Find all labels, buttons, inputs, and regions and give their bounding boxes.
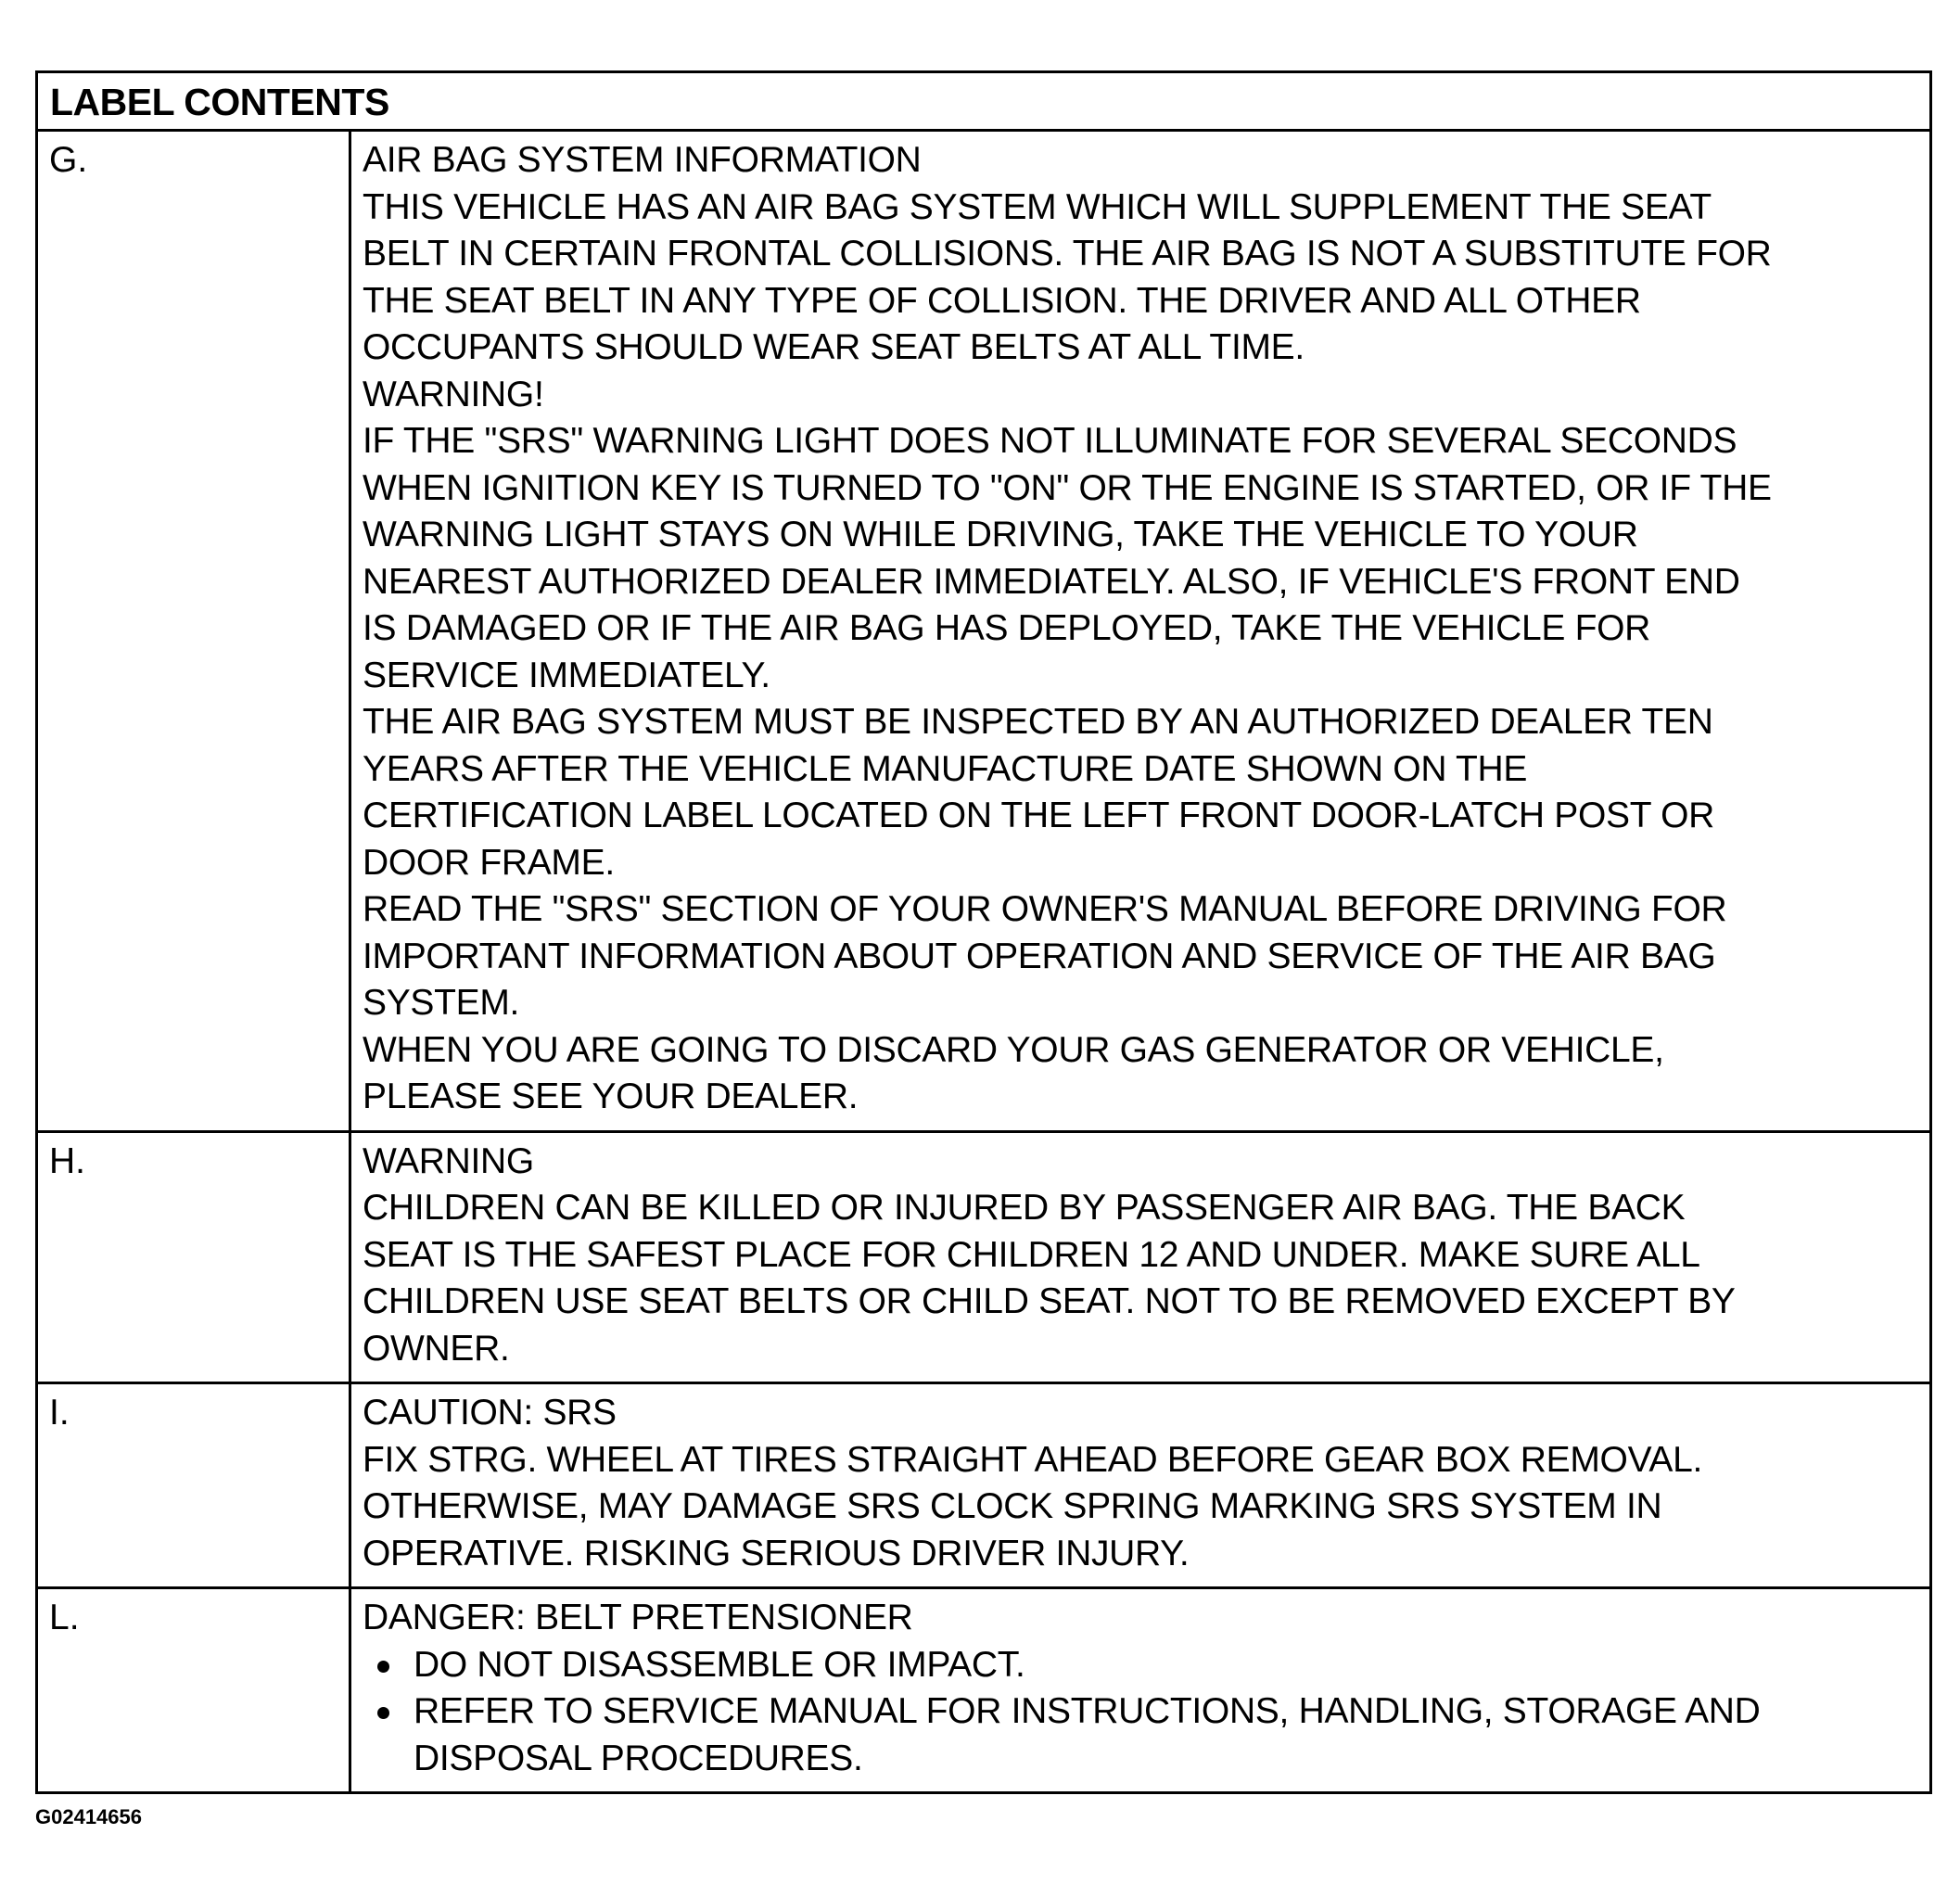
text-line: DO NOT DISASSEMBLE OR IMPACT. bbox=[414, 1644, 1025, 1685]
figure-id: G02414656 bbox=[35, 1805, 142, 1828]
text-line: WHEN YOU ARE GOING TO DISCARD YOUR GAS GENERATOR OR VEHICLE, bbox=[363, 1029, 1664, 1070]
table-row-l bbox=[37, 1588, 1931, 1793]
text-line: SEAT IS THE SAFEST PLACE FOR CHILDREN 12 AND UNDER. MAKE SURE ALL bbox=[363, 1234, 1700, 1275]
text-line: WARNING LIGHT STAYS ON WHILE DRIVING, TAKE THE VEHICLE TO YOUR bbox=[363, 515, 1638, 554]
text-line: IF THE "SRS" WARNING LIGHT DOES NOT ILLUMINATE FOR SEVERAL SECONDS bbox=[363, 421, 1737, 461]
text-line: IS DAMAGED OR IF THE AIR BAG HAS DEPLOYED, TAKE THE VEHICLE FOR bbox=[363, 608, 1651, 648]
text-line: SERVICE IMMEDIATELY. bbox=[363, 655, 770, 695]
text-line: OPERATIVE. RISKING SERIOUS DRIVER INJURY. bbox=[363, 1533, 1190, 1573]
text-line: NEAREST AUTHORIZED DEALER IMMEDIATELY. ALSO, IF VEHICLE'S FRONT END bbox=[363, 561, 1740, 602]
text-line: AIR BAG SYSTEM INFORMATION bbox=[363, 140, 922, 180]
text-line: FIX STRG. WHEEL AT TIRES STRAIGHT AHEAD BEFORE GEAR BOX REMOVAL. bbox=[363, 1439, 1703, 1480]
table-header: LABEL CONTENTS bbox=[37, 72, 1931, 131]
text-line: DOOR FRAME. bbox=[363, 842, 615, 883]
text-line: CAUTION: SRS bbox=[363, 1393, 617, 1433]
row-id: G. bbox=[37, 131, 350, 1132]
text-line: BELT IN CERTAIN FRONTAL COLLISIONS. THE AIR BAG IS NOT A SUBSTITUTE FOR bbox=[363, 234, 1772, 274]
text-line: OCCUPANTS SHOULD WEAR SEAT BELTS AT ALL TIME. bbox=[363, 327, 1305, 367]
table-row-h bbox=[37, 1131, 1931, 1383]
text-line: THE SEAT BELT IN ANY TYPE OF COLLISION. THE DRIVER AND ALL OTHER bbox=[363, 280, 1641, 321]
label-contents-table bbox=[35, 70, 1932, 1794]
text-line: WARNING bbox=[363, 1140, 534, 1181]
row-id: H. bbox=[37, 1131, 350, 1383]
table-row-i bbox=[37, 1383, 1931, 1588]
text-line: YEARS AFTER THE VEHICLE MANUFACTURE DATE SHOWN ON THE bbox=[363, 748, 1528, 789]
text-line: IMPORTANT INFORMATION ABOUT OPERATION AND SERVICE OF THE AIR BAG bbox=[363, 936, 1716, 976]
bullet-item bbox=[363, 1642, 1920, 1689]
bullet-icon bbox=[377, 1707, 389, 1719]
text-line: CERTIFICATION LABEL LOCATED ON THE LEFT FRONT DOOR-LATCH POST OR bbox=[363, 796, 1714, 835]
text-line: OTHERWISE, MAY DAMAGE SRS CLOCK SPRING MARKING SRS SYSTEM IN bbox=[363, 1486, 1662, 1526]
text-line: READ THE "SRS" SECTION OF YOUR OWNER'S MANUAL BEFORE DRIVING FOR bbox=[363, 889, 1727, 929]
row-content bbox=[350, 1383, 1931, 1588]
text-line: CHILDREN CAN BE KILLED OR INJURED BY PASSENGER AIR BAG. THE BACK bbox=[363, 1188, 1686, 1228]
bullet-icon bbox=[377, 1661, 389, 1673]
row-content bbox=[350, 1588, 1931, 1793]
text-line: DANGER: BELT PRETENSIONER bbox=[363, 1598, 913, 1637]
row-id: I. bbox=[37, 1383, 350, 1588]
text-line: DISPOSAL PROCEDURES. bbox=[414, 1738, 863, 1778]
text-line: CHILDREN USE SEAT BELTS OR CHILD SEAT. NOT TO BE REMOVED EXCEPT BY bbox=[363, 1281, 1736, 1321]
bullet-list bbox=[363, 1642, 1920, 1783]
text-line: WHEN IGNITION KEY IS TURNED TO "ON" OR THE ENGINE IS STARTED, OR IF THE bbox=[363, 467, 1772, 508]
text-line: OWNER. bbox=[363, 1328, 510, 1369]
text-line: WARNING! bbox=[363, 374, 544, 414]
row-id: L. bbox=[37, 1588, 350, 1793]
table-row-g bbox=[37, 131, 1931, 1132]
table-header-row bbox=[37, 72, 1931, 131]
text-line: REFER TO SERVICE MANUAL FOR INSTRUCTIONS, HANDLING, STORAGE AND bbox=[414, 1691, 1761, 1731]
text-line: PLEASE SEE YOUR DEALER. bbox=[363, 1076, 859, 1116]
text-line: THE AIR BAG SYSTEM MUST BE INSPECTED BY AN AUTHORIZED DEALER TEN bbox=[363, 702, 1713, 742]
row-content bbox=[350, 131, 1931, 1132]
text-line: SYSTEM. bbox=[363, 983, 520, 1023]
row-content bbox=[350, 1131, 1931, 1383]
bullet-item bbox=[363, 1688, 1920, 1782]
text-line: THIS VEHICLE HAS AN AIR BAG SYSTEM WHICH WILL SUPPLEMENT THE SEAT bbox=[363, 186, 1712, 227]
